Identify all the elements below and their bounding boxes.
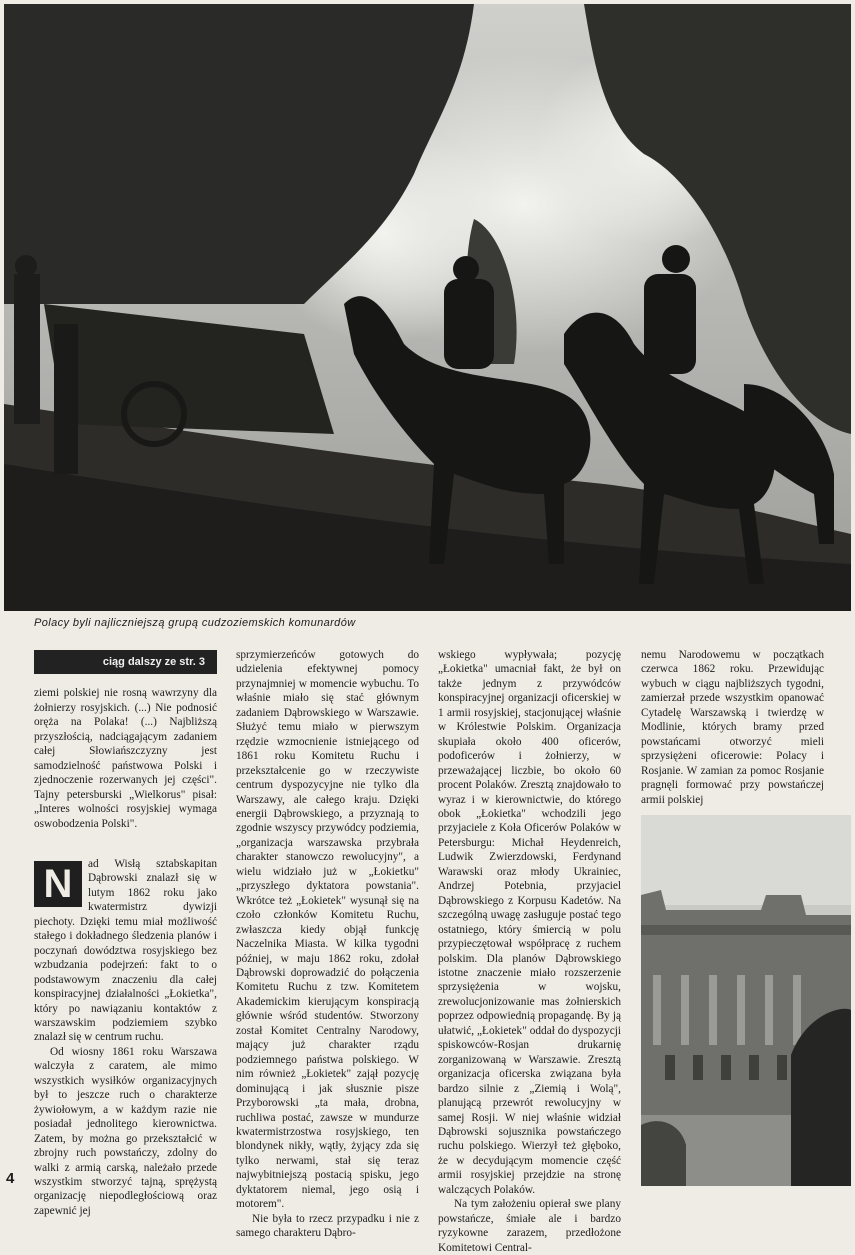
palace-photo-illustration — [641, 815, 851, 1186]
column4-paragraph-1: nemu Narodowemu w początkach czerwca 1862 roku. Przewidując wybuch w ciągu najbliższych tygodni, zamierzał przede wszystkim opanować Cytadelę Warszawską i twierdzę w Modlinie, których bramy przed powstańcami otworzyć mieli sprzysiężeni oficerowie: Polacy i Rosjanie. W zamian za pomoc Rosjanie pragnęli formować przy powstańczej armii polskiej — [641, 649, 824, 806]
column2-paragraph-2: Nie była to rzecz przypadku i nie z samego charakteru Dąbro- — [236, 1212, 419, 1240]
article-column-3 — [438, 648, 621, 1255]
article-column-2 — [236, 648, 419, 1241]
column3-paragraph-2: Na tym założeniu opierał swe plany powstańcze, śmiałe ale i bardzo ryzykowne zarazem, przedłożone Komitetowi Central- — [438, 1198, 621, 1254]
article-column-4 — [641, 648, 824, 833]
column1-paragraph-2: ad Wisłą sztabskapitan Dąbrowski znalazł się w lutym 1862 roku jako kwatermistrz dywizji piechoty. Dzięki temu miał możliwość stałego i dokładnego śledzenia planów i poczynań dowództwa rosyjskiego bez wzbudzania podejrzeń: fakt to o podstawowym znaczeniu dla całej konspiracyjnej działalności „Łokietka", który po nawiązaniu kontaktów z warszawskim podziemiem szybko znalazł się w centrum ruchu. — [34, 857, 217, 1044]
cavalry-photo-illustration — [4, 4, 851, 611]
palace-photo — [641, 815, 851, 1186]
cavalry-photo — [4, 4, 851, 611]
page-number: 4 — [6, 1170, 15, 1187]
drop-cap: N — [34, 861, 82, 907]
continuation-banner: ciąg dalszy ze str. 3 — [34, 650, 217, 674]
column1-paragraph-3: Od wiosny 1861 roku Warszawa walczyła z caratem, ale mimo wszystkich wysiłków organizacyjnych był to jeszcze ruch o charakterze żywiołowym, a w każdym razie nie posiadał jednolitego kierownictwa. Zatem, by można go przekształcić w zbrojny ruch powstańczy, zdolny do walki z armią carską, należało przede wszystkim stworzyć tajną, sprężystą organizację niepodległościową oraz zapewnić jej — [34, 1045, 217, 1217]
column1-paragraph-1: ziemi polskiej nie rosną wawrzyny dla żołnierzy rosyjskich. (...) Nie podnosić oręża na Polaka! (...) Najbliższą przyszłością, nadciągającym zadaniem całej Słowiańszczyzny jest samodzielność państwowa Polski i zjednoczenie rozerwanych jej części". Tajny petersburski „Wielkorus" pisał: „Interes wolności rosyjskiej wymaga oswobodzenia Polski". — [34, 687, 217, 830]
article-column-1 — [34, 650, 217, 1218]
column3-paragraph-1: wskiego wypływała; pozycję „Łokietka" umacniał fakt, że był on także jednym z przywódców konspiracyjnej organizacji oficerskiej w 1 armii rosyjskiej, stacjonującej właśnie w Królestwie Polskim. Organizacja skupiała około 400 oficerów, podoficerów i żołnierzy, w przeważającej liczbie, bo około 60 procent Polaków. Zresztą znajdowało to wyraz i w kierownictwie, do którego obok „Łokietka" wchodzili jego przyjaciele z Koła Oficerów Polaków w Petersburgu: Michał Heydenreich, Ludwik Zwierzdowski, Ferdynand Warawski oraz młody Ukrainiec, Andrzej Potebnia, przyjaciel Dąbrowskiego z Korpusu Kadetów. Na szczególną uwagę zasługuje postać tego ostatniego, który śmiercią w polu przypieczętował współpracę z ruchem polskim. Dla planów Dąbrowskiego istotne znaczenie miało rozszerzenie sprzysiężenia w wojsku, zrewolucjonizowanie mas żołnierskich poprzez odpowiednią propagandę. By ją ułatwić, „Łokietek" oddał do dyspozycji spiskowców-Rosjan drukarnię zorganizowaną w Warszawie. Zresztą organizacja oficerska związana była bardzo silnie z „Ziemią i Wolą", planującą przewrót rewolucyjny w samej Rosji. W niej właśnie widział Dąbrowski sojusznika powstańczego ruchu polskiego. Wierzył też głęboko, że w decydującym momencie część armii rosyjskiej przejdzie na stronę walczących Polaków. — [438, 649, 621, 1196]
column2-paragraph-1: sprzymierzeńców gotowych do udzielenia efektywnej pomocy przynajmniej w momencie wybuchu. To właśnie miało się stać głównym zadaniem Dąbrowskiego w Warszawie. Służyć temu miało w pierwszym rzędzie wzmocnienie istniejącego od 1861 roku Komitetu Ruchu i przekształcenie go w rzeczywiste centrum dyspozycyjne nie tylko dla Warszawy, ale całego kraju. Dzięki energii Dąbrowskiego, a przyznają to zgodnie wszyscy przywódcy podziemia, „organizacja warszawska przybrała charakter stanowczo rewolucyjny", a wielu widziało już w „Łokietku" „przyszłego dyktatora powstania". Wkrótce też „Łokietek" wysunął się na czoło członków Komitetu Ruchu, zwłaszcza kiedy objął funkcję Naczelnika Miasta. W kilka tygodni później, w maju 1862 roku, zdołał Dąbrowski doprowadzić do połączenia Komitetu Ruchu z tzw. Komitetem Akademickim kierującym konspiracją głównie wśród studentów. Stworzony został Komitet Centralny Narodowy, mający już charakter rządu podziemnego państwa polskiego. W nim również „Łokietek" zajął pozycję dominującą i jak słusznie pisze Przyborowski „ta mała, drobna, ruchliwa postać, zawsze w mundurze kwatermistrzostwa rosyjskiego, ten blondynek nikły, wątły, żyjący zda się tylko nerwami, stał się teraz najwybitniejszą postacią spisku, jego dyktatorem niemal, jego osią i motorem". — [236, 649, 419, 1211]
photo-caption: Polacy byli najliczniejszą grupą cudzoziemskich komunardów — [34, 617, 356, 629]
